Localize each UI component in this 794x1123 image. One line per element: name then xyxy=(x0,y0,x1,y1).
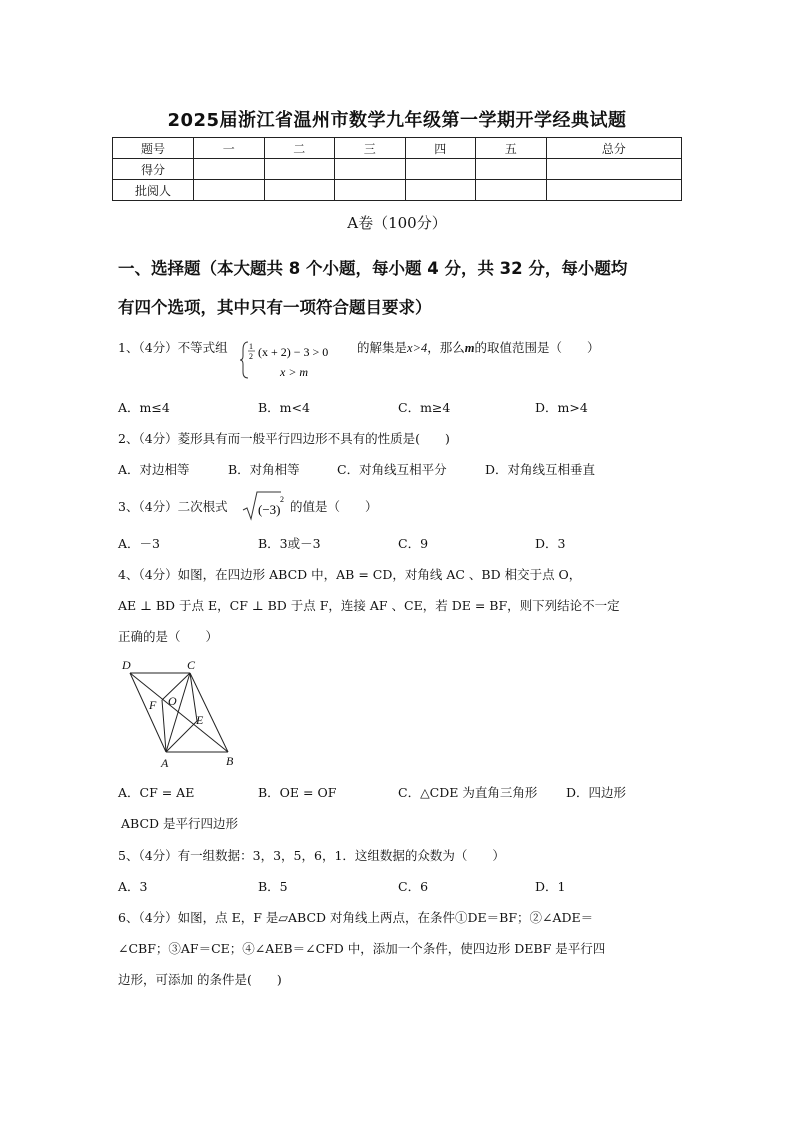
header-cell: 二 xyxy=(264,138,335,159)
question-1-tail xyxy=(357,338,600,356)
q5-option-d[interactable]: D．1 xyxy=(535,879,566,894)
header-cell: 题号 xyxy=(113,138,194,159)
score-table-header-row xyxy=(113,138,682,159)
score-cell[interactable] xyxy=(335,159,406,180)
fraction-denominator: 2 xyxy=(249,352,253,361)
q1-option-c[interactable]: C．m≥4 xyxy=(398,400,451,415)
q1-option-a[interactable]: A．m≤4 xyxy=(118,400,170,415)
exponent: 2 xyxy=(280,495,284,504)
inequality-system xyxy=(240,338,360,382)
grader-cell[interactable] xyxy=(264,180,335,201)
grader-cell[interactable] xyxy=(546,180,682,201)
section-heading-line1: 一、选择题（本大题共 8 个小题，每小题 4 分，共 32 分，每小题均 xyxy=(118,259,628,278)
score-cell[interactable] xyxy=(476,159,547,180)
q4-option-d[interactable]: D．四边形 xyxy=(566,785,627,800)
question-5-text: 5、（4分）有一组数据：3，3，5，6，1．这组数据的众数为（ ） xyxy=(118,848,505,863)
header-cell: 一 xyxy=(194,138,265,159)
grader-row xyxy=(113,180,682,201)
q1-variable: m xyxy=(464,341,475,355)
label-e: E xyxy=(196,713,204,727)
q5-option-c[interactable]: C．6 xyxy=(398,879,429,894)
question-1-prefix: 1、（4分）不等式组 xyxy=(118,340,228,355)
q1-text-b: ，那么 xyxy=(427,340,465,355)
q1-condition: x>4 xyxy=(407,341,428,355)
header-cell: 总分 xyxy=(546,138,682,159)
page-title: 2025届浙江省温州市数学九年级第一学期开学经典试题 xyxy=(167,110,627,131)
geometry-figure-q4 xyxy=(118,655,248,770)
system-line-2: x > m xyxy=(280,365,309,379)
q3-option-c[interactable]: C．9 xyxy=(398,536,429,551)
q3-option-b[interactable]: B．3或－3 xyxy=(258,536,321,551)
q3-option-a[interactable]: A．－3 xyxy=(118,536,160,551)
section-subtitle: A卷（100分） xyxy=(347,214,447,232)
q1-text-a: 的解集是 xyxy=(357,340,408,355)
header-cell: 三 xyxy=(335,138,406,159)
left-brace xyxy=(240,342,248,378)
radical-expression xyxy=(241,488,291,522)
question-3-suffix: 的值是（ ） xyxy=(290,499,378,514)
score-row xyxy=(113,159,682,180)
score-cell[interactable] xyxy=(194,159,265,180)
grader-cell[interactable] xyxy=(335,180,406,201)
score-table xyxy=(112,137,682,201)
q1-text-c: 的取值范围是（ ） xyxy=(474,340,600,355)
label-d: D xyxy=(122,658,131,672)
q2-option-a[interactable]: A．对边相等 xyxy=(118,462,190,477)
question-4-line3: 正确的是（ ） xyxy=(118,629,219,644)
q3-option-d[interactable]: D．3 xyxy=(535,536,566,551)
q1-option-b[interactable]: B．m<4 xyxy=(258,400,310,415)
radicand: (−3) xyxy=(258,502,281,517)
q5-option-a[interactable]: A．3 xyxy=(118,879,148,894)
label-c: C xyxy=(187,658,196,672)
system-line-1: (x + 2) − 3 > 0 xyxy=(258,345,329,359)
question-6-line2: ∠CBF；③AF＝CE；④∠AEB＝∠CFD 中，添加一个条件，使四边形 DEBF 是平行四 xyxy=(118,941,606,956)
question-4-line2: AE ⊥ BD 于点 E，CF ⊥ BD 于点 F，连接 AF 、CE，若 DE = BF，则下列结论不一定 xyxy=(118,598,620,613)
row-label: 批阅人 xyxy=(113,180,194,201)
section-heading-line2: 有四个选项，其中只有一项符合题目要求） xyxy=(118,298,432,317)
question-3-prefix: 3、（4分）二次根式 xyxy=(118,499,228,514)
q4-option-a[interactable]: A．CF = AE xyxy=(118,785,195,800)
q5-option-b[interactable]: B．5 xyxy=(258,879,288,894)
q4-option-d-continued: ABCD 是平行四边形 xyxy=(121,816,239,831)
label-b: B xyxy=(226,754,234,768)
score-cell[interactable] xyxy=(264,159,335,180)
q1-option-d[interactable]: D．m>4 xyxy=(535,400,588,415)
q2-option-d[interactable]: D．对角线互相垂直 xyxy=(485,462,596,477)
q2-option-b[interactable]: B．对角相等 xyxy=(228,462,300,477)
question-6-line3: 边形，可添加 的条件是( ) xyxy=(118,972,282,987)
grader-cell[interactable] xyxy=(405,180,476,201)
score-cell[interactable] xyxy=(405,159,476,180)
header-cell: 四 xyxy=(405,138,476,159)
header-cell: 五 xyxy=(476,138,547,159)
segment-ad xyxy=(130,673,166,752)
diagonal-db xyxy=(130,673,228,752)
question-4-line1: 4、（4分）如图，在四边形 ABCD 中，AB = CD，对角线 AC 、BD 相交于点 O， xyxy=(118,567,582,582)
grader-cell[interactable] xyxy=(476,180,547,201)
label-f: F xyxy=(149,698,157,712)
q2-option-c[interactable]: C．对角线互相平分 xyxy=(337,462,447,477)
score-cell[interactable] xyxy=(546,159,682,180)
label-o: O xyxy=(168,694,177,708)
q4-option-c[interactable]: C．△CDE 为直角三角形 xyxy=(398,785,538,800)
grader-cell[interactable] xyxy=(194,180,265,201)
question-2-text: 2、（4分）菱形具有而一般平行四边形不具有的性质是( ) xyxy=(118,431,450,446)
question-6-line1: 6、（4分）如图，点 E，F 是▱ABCD 对角线上两点，在条件①DE＝BF；②∠ADE＝ xyxy=(118,910,594,925)
label-a: A xyxy=(161,756,169,770)
q4-option-b[interactable]: B．OE = OF xyxy=(258,785,337,800)
fraction-numerator: 1 xyxy=(249,342,253,351)
row-label: 得分 xyxy=(113,159,194,180)
